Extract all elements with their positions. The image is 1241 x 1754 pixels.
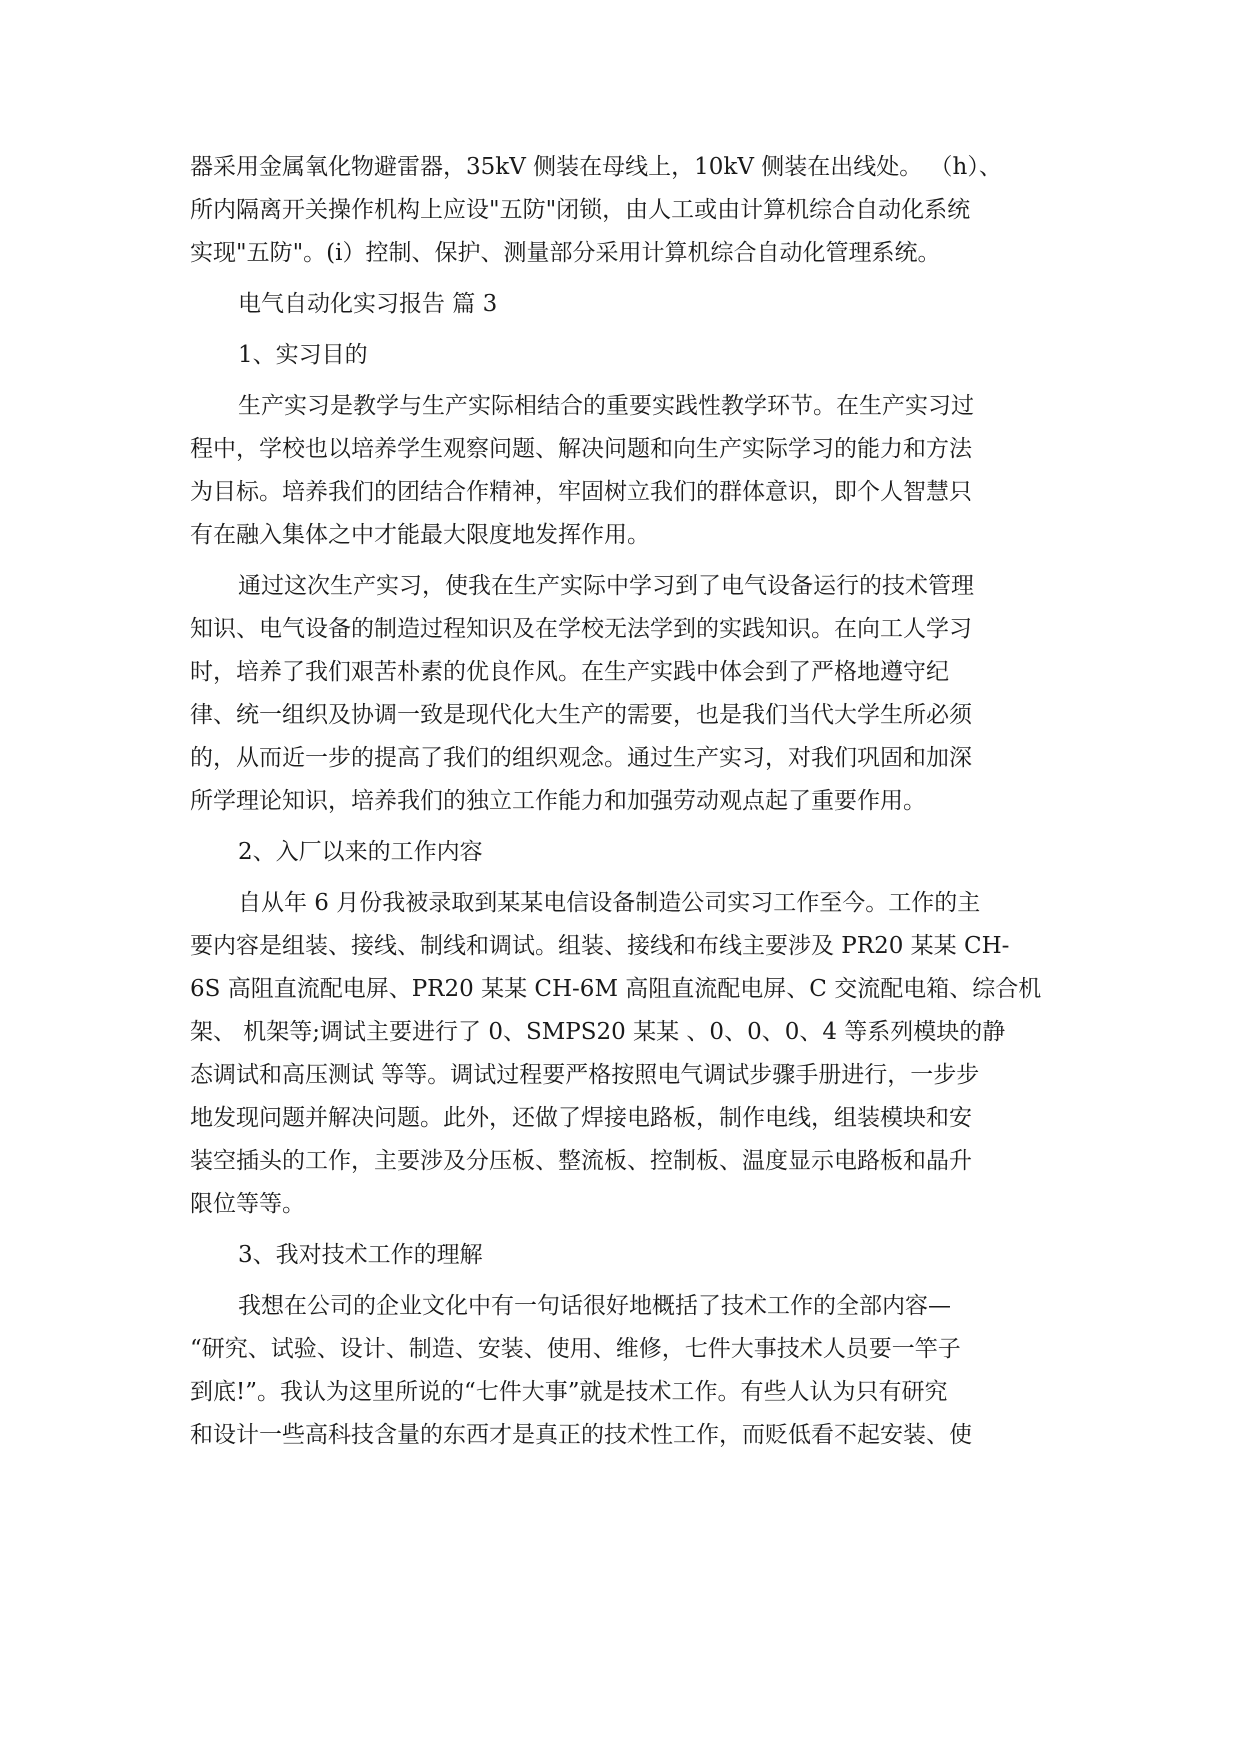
paragraph-gap <box>190 1226 1052 1234</box>
text-line: 2、入厂以来的工作内容 <box>238 839 483 865</box>
text-line: 6S 高阻直流配电屏、PR20 某某 CH-6M 高阻直流配电屏、C 交流配电箱、综合机 <box>190 976 1042 1002</box>
paragraph-gap <box>190 1277 1052 1285</box>
text-line: 为目标。培养我们的团结合作精神，牢固树立我们的群体意识，即个人智慧只 <box>190 479 972 505</box>
text-line: 地发现问题并解决问题。此外，还做了焊接电路板，制作电线，组装模块和安 <box>190 1105 972 1131</box>
text-line: 限位等等。 <box>190 1191 305 1217</box>
paragraph-gap <box>190 823 1052 831</box>
text-line: 电气自动化实习报告 篇 3 <box>238 291 498 317</box>
text-line: 和设计一些高科技含量的东西才是真正的技术性工作，而贬低看不起安装、使 <box>190 1422 972 1448</box>
text-line: 程中，学校也以培养学生观察问题、解决问题和向生产实际学习的能力和方法 <box>190 436 972 462</box>
text-line: 所内隔离开关操作机构上应设"五防"闭锁，由人工或由计算机综合自动化系统 <box>190 197 971 223</box>
paragraph-gap <box>190 874 1052 882</box>
document-page <box>190 146 1052 1457</box>
text-line: 实现"五防"。(i）控制、保护、测量部分采用计算机综合自动化管理系统。 <box>190 240 941 266</box>
text-line: 3、我对技术工作的理解 <box>238 1242 483 1268</box>
text-line: 有在融入集体之中才能最大限度地发挥作用。 <box>190 522 650 548</box>
text-line: 架、 机架等;调试主要进行了 0、SMPS20 某某 、0、0、0、4 等系列模块的静 <box>190 1019 1006 1045</box>
document-body <box>190 146 1052 1457</box>
text-line: 所学理论知识，培养我们的独立工作能力和加强劳动观点起了重要作用。 <box>190 788 926 814</box>
paragraph-gap <box>190 326 1052 334</box>
text-line: 态调试和高压测试 等等。调试过程要严格按照电气调试步骤手册进行，一步步 <box>190 1062 980 1088</box>
text-line: 的，从而近一步的提高了我们的组织观念。通过生产实习，对我们巩固和加深 <box>190 745 972 771</box>
text-line: “研究、试验、设计、制造、安装、使用、维修，七件大事技术人员要一竿子 <box>190 1336 961 1362</box>
text-line: 时，培养了我们艰苦朴素的优良作风。在生产实践中体会到了严格地遵守纪 <box>190 659 949 685</box>
text-line: 到底!”。我认为这里所说的“七件大事”就是技术工作。有些人认为只有研究 <box>190 1379 948 1405</box>
text-line: 要内容是组装、接线、制线和调试。组装、接线和布线主要涉及 PR20 某某 CH- <box>190 933 1010 959</box>
text-line: 器采用金属氧化物避雷器，35kV 侧装在母线上，10kV 侧装在出线处。 （h）、 <box>190 154 1002 180</box>
paragraph-gap <box>190 557 1052 565</box>
text-line: 律、统一组织及协调一致是现代化大生产的需要，也是我们当代大学生所必须 <box>190 702 972 728</box>
text-line: 我想在公司的企业文化中有一句话很好地概括了技术工作的全部内容— <box>238 1293 951 1319</box>
text-line: 1、实习目的 <box>238 342 368 368</box>
paragraph-gap <box>190 377 1052 385</box>
text-line: 通过这次生产实习，使我在生产实际中学习到了电气设备运行的技术管理 <box>238 573 974 599</box>
text-line: 自从年 6 月份我被录取到某某电信设备制造公司实习工作至今。工作的主 <box>238 890 981 916</box>
text-line: 知识、电气设备的制造过程知识及在学校无法学到的实践知识。在向工人学习 <box>190 616 972 642</box>
paragraph-gap <box>190 275 1052 283</box>
text-line: 生产实习是教学与生产实际相结合的重要实践性教学环节。在生产实习过 <box>238 393 974 419</box>
text-line: 装空插头的工作，主要涉及分压板、整流板、控制板、温度显示电路板和晶升 <box>190 1148 972 1174</box>
